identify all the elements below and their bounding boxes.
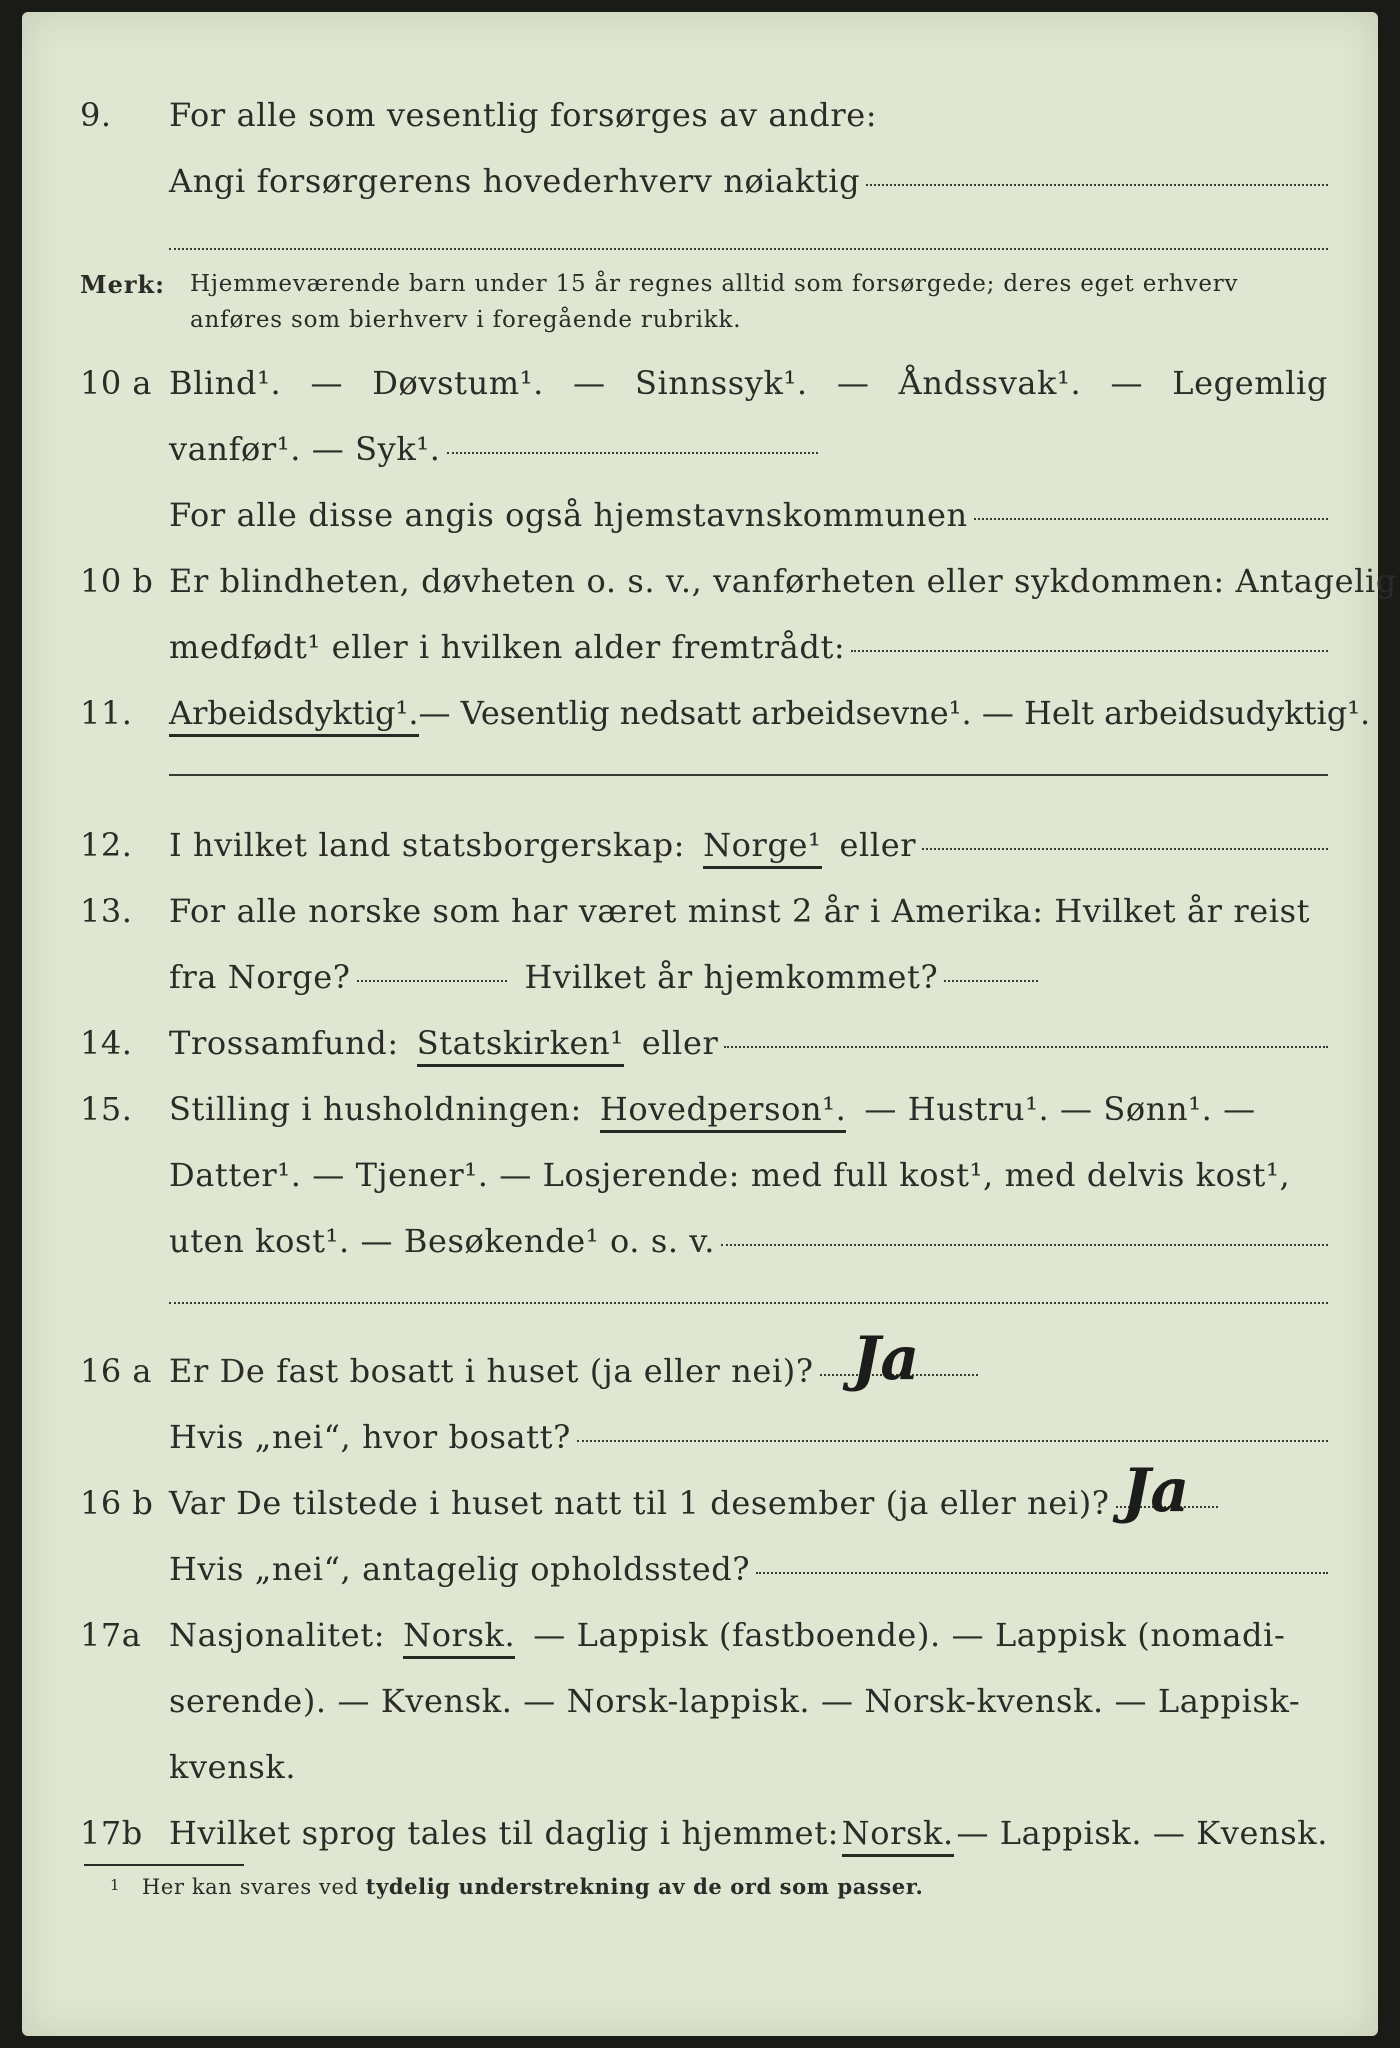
q17a-line3 [169,1748,1328,1786]
q14-or: eller [641,1024,719,1062]
question-number: 17a [80,1616,142,1654]
q17b-options[interactable]: — Lappisk. — Kvensk. [956,1814,1328,1852]
q16a-prompt: Er De fast bosatt i huset (ja eller nei)? [169,1352,814,1390]
q15-options[interactable]: — Hustru¹. — Sønn¹. — [864,1090,1256,1128]
q14-line1 [169,1024,1328,1067]
q10a-options[interactable]: vanfør¹. — Syk¹. [169,430,441,468]
question-number: 16 b [80,1484,154,1522]
question-number: 10 b [80,562,154,600]
q13-prompt-a: fra Norge? [169,958,351,996]
footnote-rule [84,1864,244,1866]
question-number: 16 a [80,1352,152,1390]
q12-prompt: I hvilket land statsborgerskap: [169,826,686,864]
answer-field[interactable] [866,184,1328,186]
q9-prompt: Angi forsørgerens hovederhverv nøiaktig [169,162,861,200]
q16b-prompt: Var De tilstede i huset natt til 1 desember (ja eller nei)? [169,1484,1110,1522]
q15-prompt: Stilling i husholdningen: [169,1090,582,1128]
answer-field[interactable] [851,650,1328,652]
q13-line2 [169,958,1038,996]
q16a-prompt2: Hvis „nei“, hvor bosatt? [169,1418,571,1456]
footnote-text: Her kan svares ved [142,1875,359,1899]
q10b-prompt: medfødt¹ eller i hvilken alder fremtrådt: [169,628,846,666]
q10a-prompt: For alle disse angis også hjemstavnskommunen [169,496,968,534]
answer-field[interactable] [169,1302,1328,1304]
q15-line1 [169,1090,1328,1133]
q17a-line1 [169,1616,1328,1659]
q11-other-options[interactable]: — Vesentlig nedsatt arbeidsevne¹. — Helt arbeidsudyktig¹. [418,694,1371,732]
selected-option-hovedperson[interactable]: Hovedperson¹. [600,1090,847,1133]
selected-option-arbeidsdyktig[interactable]: Arbeidsdyktig¹. [169,694,419,737]
handwritten-answer: Ja [1122,1456,1190,1526]
q10a-line1 [169,364,1328,402]
q15-line3 [169,1222,1328,1260]
note-text: Hjemmeværende barn under 15 år regnes alltid som forsørgede; deres eget erhverv anføres som bierhverv i foregående rubrikk. [190,271,1239,333]
question-number: 13. [80,892,133,930]
option[interactable]: Legemlig [1172,364,1328,402]
answer-field[interactable] [447,452,818,454]
question-number: 11. [80,694,133,732]
q15-line2 [169,1156,1328,1194]
q10a-line2 [169,430,818,468]
q12-or: eller [839,826,917,864]
question-number: 9. [80,96,112,134]
q13-prompt-b: Hvilket år hjemkommet? [524,958,939,996]
q9-text: For alle som vesentlig forsørges av andre: [169,96,878,134]
selected-option-norge[interactable]: Norge¹ [703,826,821,869]
separator: — [310,364,344,402]
q16b-line2 [169,1550,1328,1588]
q10b-text: Er blindheten, døvheten o. s. v., vanførheten eller sykdommen: Antagelig [169,562,1397,600]
answer-field[interactable] [169,248,1328,250]
question-number: 17b [80,1814,143,1852]
q17b-line1 [169,1814,1328,1857]
q15-options[interactable]: uten kost¹. — Besøkende¹ o. s. v. [169,1222,716,1260]
q11-line1 [169,694,1371,737]
q16b-prompt2: Hvis „nei“, antagelig opholdssted? [169,1550,751,1588]
q17a-options[interactable]: serende). — Kvensk. — Norsk-lappisk. — Norsk-kvensk. — Lappisk- [169,1682,1301,1720]
q17b-prompt: Hvilket sprog tales til daglig i hjemmet: [169,1814,840,1852]
selected-option-statskirken[interactable]: Statskirken¹ [417,1024,624,1067]
answer-field[interactable] [756,1572,1328,1574]
footnote-mark: 1 [110,1876,121,1894]
q10b-line2 [169,628,1328,666]
option[interactable]: Sinnssyk¹. [634,364,808,402]
note-label: Merk: [80,270,165,299]
separator: — [573,364,606,402]
q16b-line1 [169,1484,1218,1522]
q12-line1 [169,826,1328,869]
answer-field[interactable] [724,1046,1328,1048]
q16a-line2 [169,1418,1328,1456]
q14-prompt: Trossamfund: [169,1024,399,1062]
q10a-line3 [169,496,1328,534]
question-number: 10 a [80,364,152,402]
selected-option-norsk[interactable]: Norsk. [403,1616,515,1659]
q17a-options[interactable]: — Lappisk (fastboende). — Lappisk (nomadi- [533,1616,1286,1654]
q9-line2 [169,162,1328,200]
answer-field[interactable] [922,848,1328,850]
question-number: 14. [80,1024,133,1062]
handwritten-answer: Ja [852,1324,920,1394]
footnote [110,1874,924,1899]
answer-field[interactable] [577,1440,1328,1442]
q17a-prompt: Nasjonalitet: [169,1616,386,1654]
q9-line1 [169,96,1328,134]
q10b-line1 [169,562,1397,600]
census-form-page [22,12,1397,2036]
q17a-options[interactable]: kvensk. [169,1748,297,1786]
option[interactable]: Åndssvak¹. [898,364,1082,402]
separator: — [1110,364,1144,402]
q15-options[interactable]: Datter¹. — Tjener¹. — Losjerende: med full kost¹, med delvis kost¹, [169,1156,1291,1194]
q13-line1 [169,892,1328,930]
separator: — [836,364,870,402]
selected-option-norsk[interactable]: Norsk. [842,1814,954,1857]
footnote-bold-text: tydelig understrekning av de ord som passer. [365,1874,924,1899]
answer-field[interactable] [974,518,1328,520]
option[interactable]: Blind¹. [169,364,282,402]
answer-field[interactable] [169,774,1328,776]
question-number: 12. [80,826,133,864]
answer-field[interactable] [944,980,1038,982]
answer-field[interactable] [721,1244,1328,1246]
q17a-line2 [169,1682,1328,1720]
q13-text: For alle norske som har været minst 2 år i Amerika: Hvilket år reist [169,892,1311,930]
question-number: 15. [80,1090,133,1128]
option[interactable]: Døvstum¹. [372,364,544,402]
answer-field[interactable] [357,980,507,982]
